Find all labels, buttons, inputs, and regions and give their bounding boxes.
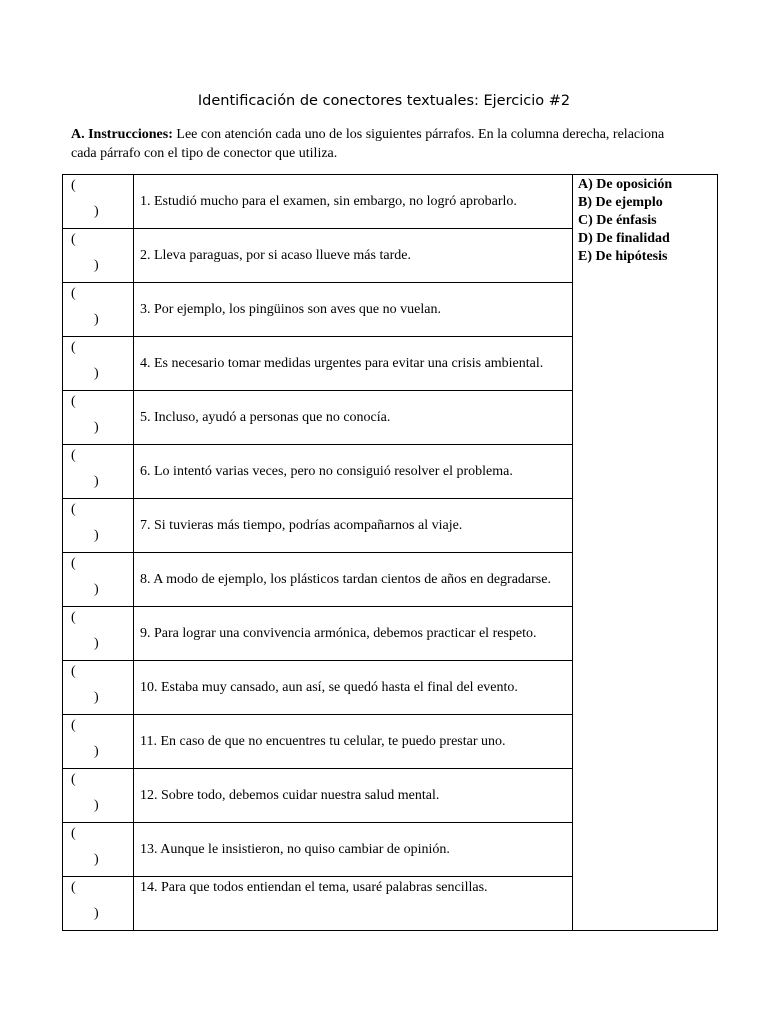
close-paren: )	[94, 204, 99, 219]
sentence-14: 14. Para que todos entiendan el tema, usaré palabras sencillas.	[134, 877, 573, 931]
instructions-text: Lee con atención cada uno de los siguientes párrafos. En la columna derecha, relaciona cada párrafo con el tipo de conector que utiliza.	[71, 127, 665, 161]
answer-blank[interactable]	[63, 499, 134, 553]
sentence-7: 7. Si tuvieras más tiempo, podrías acompañarnos al viaje.	[134, 499, 573, 553]
connector-options	[573, 175, 718, 931]
answer-blank[interactable]	[63, 553, 134, 607]
sentence-5: 5. Incluso, ayudó a personas que no conocía.	[134, 391, 573, 445]
close-paren: )	[94, 582, 99, 597]
instructions	[71, 125, 671, 163]
open-paren: (	[71, 718, 76, 733]
sentence-12: 12. Sobre todo, debemos cuidar nuestra salud mental.	[134, 769, 573, 823]
close-paren: )	[94, 528, 99, 543]
exercise-table	[62, 174, 718, 931]
open-paren: (	[71, 826, 76, 841]
close-paren: )	[94, 420, 99, 435]
answer-blank[interactable]	[63, 769, 134, 823]
open-paren: (	[71, 340, 76, 355]
open-paren: (	[71, 772, 76, 787]
close-paren: )	[94, 474, 99, 489]
option-item: B) De ejemplo	[578, 195, 663, 210]
option-item: D) De finalidad	[578, 231, 670, 246]
open-paren: (	[71, 556, 76, 571]
answer-blank[interactable]	[63, 823, 134, 877]
open-paren: (	[71, 664, 76, 679]
open-paren: (	[71, 178, 76, 193]
page-title: Identificación de conectores textuales: Ejercicio #2	[197, 93, 571, 109]
answer-blank[interactable]	[63, 661, 134, 715]
close-paren: )	[94, 312, 99, 327]
close-paren: )	[94, 366, 99, 381]
sentence-2: 2. Lleva paraguas, por si acaso llueve más tarde.	[134, 229, 573, 283]
answer-blank[interactable]	[63, 283, 134, 337]
close-paren: )	[94, 744, 99, 759]
sentence-10: 10. Estaba muy cansado, aun así, se quedó hasta el final del evento.	[134, 661, 573, 715]
close-paren: )	[94, 798, 99, 813]
sentence-3: 3. Por ejemplo, los pingüinos son aves que no vuelan.	[134, 283, 573, 337]
close-paren: )	[94, 852, 99, 867]
instructions-label: A. Instrucciones:	[71, 127, 173, 142]
sentence-1: 1. Estudió mucho para el examen, sin embargo, no logró aprobarlo.	[134, 175, 573, 229]
close-paren: )	[94, 690, 99, 705]
sentence-13: 13. Aunque le insistieron, no quiso cambiar de opinión.	[134, 823, 573, 877]
open-paren: (	[71, 232, 76, 247]
option-item: E) De hipótesis	[578, 249, 668, 264]
table-row	[63, 175, 718, 229]
close-paren: )	[94, 636, 99, 651]
close-paren: )	[94, 906, 99, 921]
answer-blank[interactable]	[63, 607, 134, 661]
sentence-9: 9. Para lograr una convivencia armónica, debemos practicar el respeto.	[134, 607, 573, 661]
answer-blank[interactable]	[63, 391, 134, 445]
option-item: A) De oposición	[578, 177, 673, 192]
close-paren: )	[94, 258, 99, 273]
sentence-6: 6. Lo intentó varias veces, pero no consiguió resolver el problema.	[134, 445, 573, 499]
answer-blank[interactable]	[63, 175, 134, 229]
open-paren: (	[71, 610, 76, 625]
open-paren: (	[71, 448, 76, 463]
answer-blank[interactable]	[63, 877, 134, 931]
sentence-4: 4. Es necesario tomar medidas urgentes para evitar una crisis ambiental.	[134, 337, 573, 391]
answer-blank[interactable]	[63, 445, 134, 499]
answer-blank[interactable]	[63, 715, 134, 769]
open-paren: (	[71, 502, 76, 517]
open-paren: (	[71, 880, 76, 895]
answer-blank[interactable]	[63, 337, 134, 391]
option-item: C) De énfasis	[578, 213, 657, 228]
open-paren: (	[71, 286, 76, 301]
answer-blank[interactable]	[63, 229, 134, 283]
sentence-8: 8. A modo de ejemplo, los plásticos tardan cientos de años en degradarse.	[134, 553, 573, 607]
sentence-11: 11. En caso de que no encuentres tu celular, te puedo prestar uno.	[134, 715, 573, 769]
open-paren: (	[71, 394, 76, 409]
